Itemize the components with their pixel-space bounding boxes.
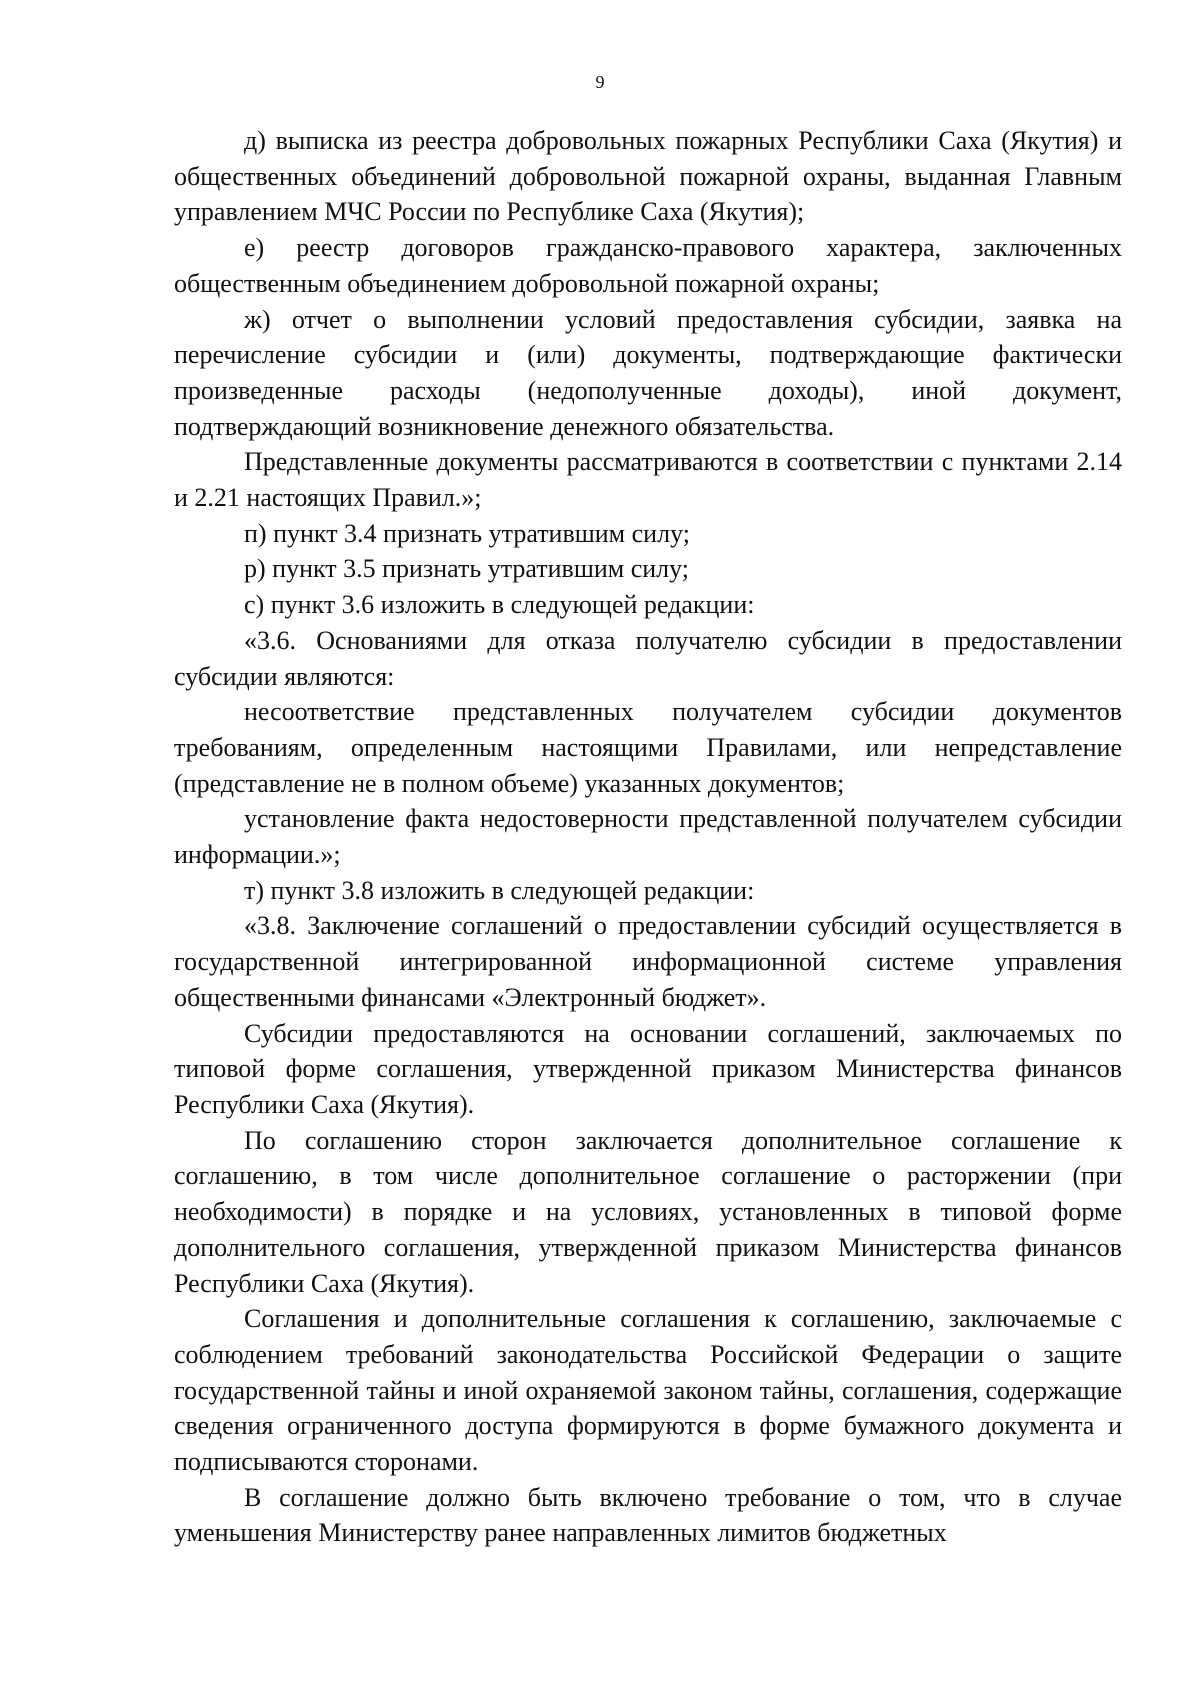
paragraph-item-r: р) пункт 3.5 признать утратившим силу; [244,554,690,584]
paragraph-additional-agreement: По соглашению сторон заключается дополнительное соглашение к соглашению, в том числе дополнительное соглашение о расторжении (при необходимости) в порядке и на условиях, установленных в типовой форме дополнительного соглашения, утвержденной приказом Министерства финансов Республики Саха (Якутия). [174,1125,1122,1298]
paragraph-item-p: п) пункт 3.4 признать утратившим силу; [244,518,690,548]
paragraph-item-zh: ж) отчет о выполнении условий предоставления субсидии, заявка на перечисление субсидии и (или) документы, подтверждающие фактически произведенные расходы (недополученные доходы), иной документ, подтверждающий возникновение денежного обязательства. [174,304,1122,441]
paragraph-documents-review: Представленные документы рассматриваются в соответствии с пунктами 2.14 и 2.21 настоящих Правил.»; [174,447,1122,513]
paragraph-item-t: т) пункт 3.8 изложить в следующей редакции: [244,875,755,905]
paragraph-clause-3-6: «3.6. Основаниями для отказа получателю субсидии в предоставлении субсидии являются: [174,625,1122,691]
paragraph-state-secret: Соглашения и дополнительные соглашения к соглашению, заключаемые с соблюдением требований законодательства Российской Федерации о защите государственной тайны и иной охраняемой законом тайны, соглашения, содержащие сведения ограниченного доступа формируются в форме бумажного документа и подписываются сторонами. [174,1304,1122,1477]
paragraph-item-s: с) пункт 3.6 изложить в следующей редакции: [244,590,755,620]
paragraph-limits-reduction: В соглашение должно быть включено требование о том, что в случае уменьшения Министерству ранее направленных лимитов бюджетных [174,1482,1122,1548]
paragraph-clause-3-8: «3.8. Заключение соглашений о предоставлении субсидий осуществляется в государственной интегрированной информационной системе управления общественными финансами «Электронный бюджет». [174,911,1122,1012]
paragraph-item-e: е) реестр договоров гражданско-правового характера, заключенных общественным объединением добровольной пожарной охраны; [174,233,1122,298]
paragraph-refusal-ground-1: несоответствие представленных получателем субсидии документов требованиям, определенным настоящими Правилами, или непредставление (представление не в полном объеме) указанных документов; [174,697,1122,798]
document-body [174,123,1122,1551]
paragraph-refusal-ground-2: установление факта недостоверности представленной получателем субсидии информации.»; [174,804,1122,870]
page-number: 9 [595,72,605,92]
paragraph-subsidies-basis: Субсидии предоставляются на основании соглашений, заключаемых по типовой форме соглашения, утвержденной приказом Министерства финансов Республики Саха (Якутия). [174,1018,1122,1119]
paragraph-item-d: д) выписка из реестра добровольных пожарных Республики Саха (Якутия) и общественных объединений добровольной пожарной охраны, выданная Главным управлением МЧС России по Республике Саха (Якутия); [174,126,1122,227]
